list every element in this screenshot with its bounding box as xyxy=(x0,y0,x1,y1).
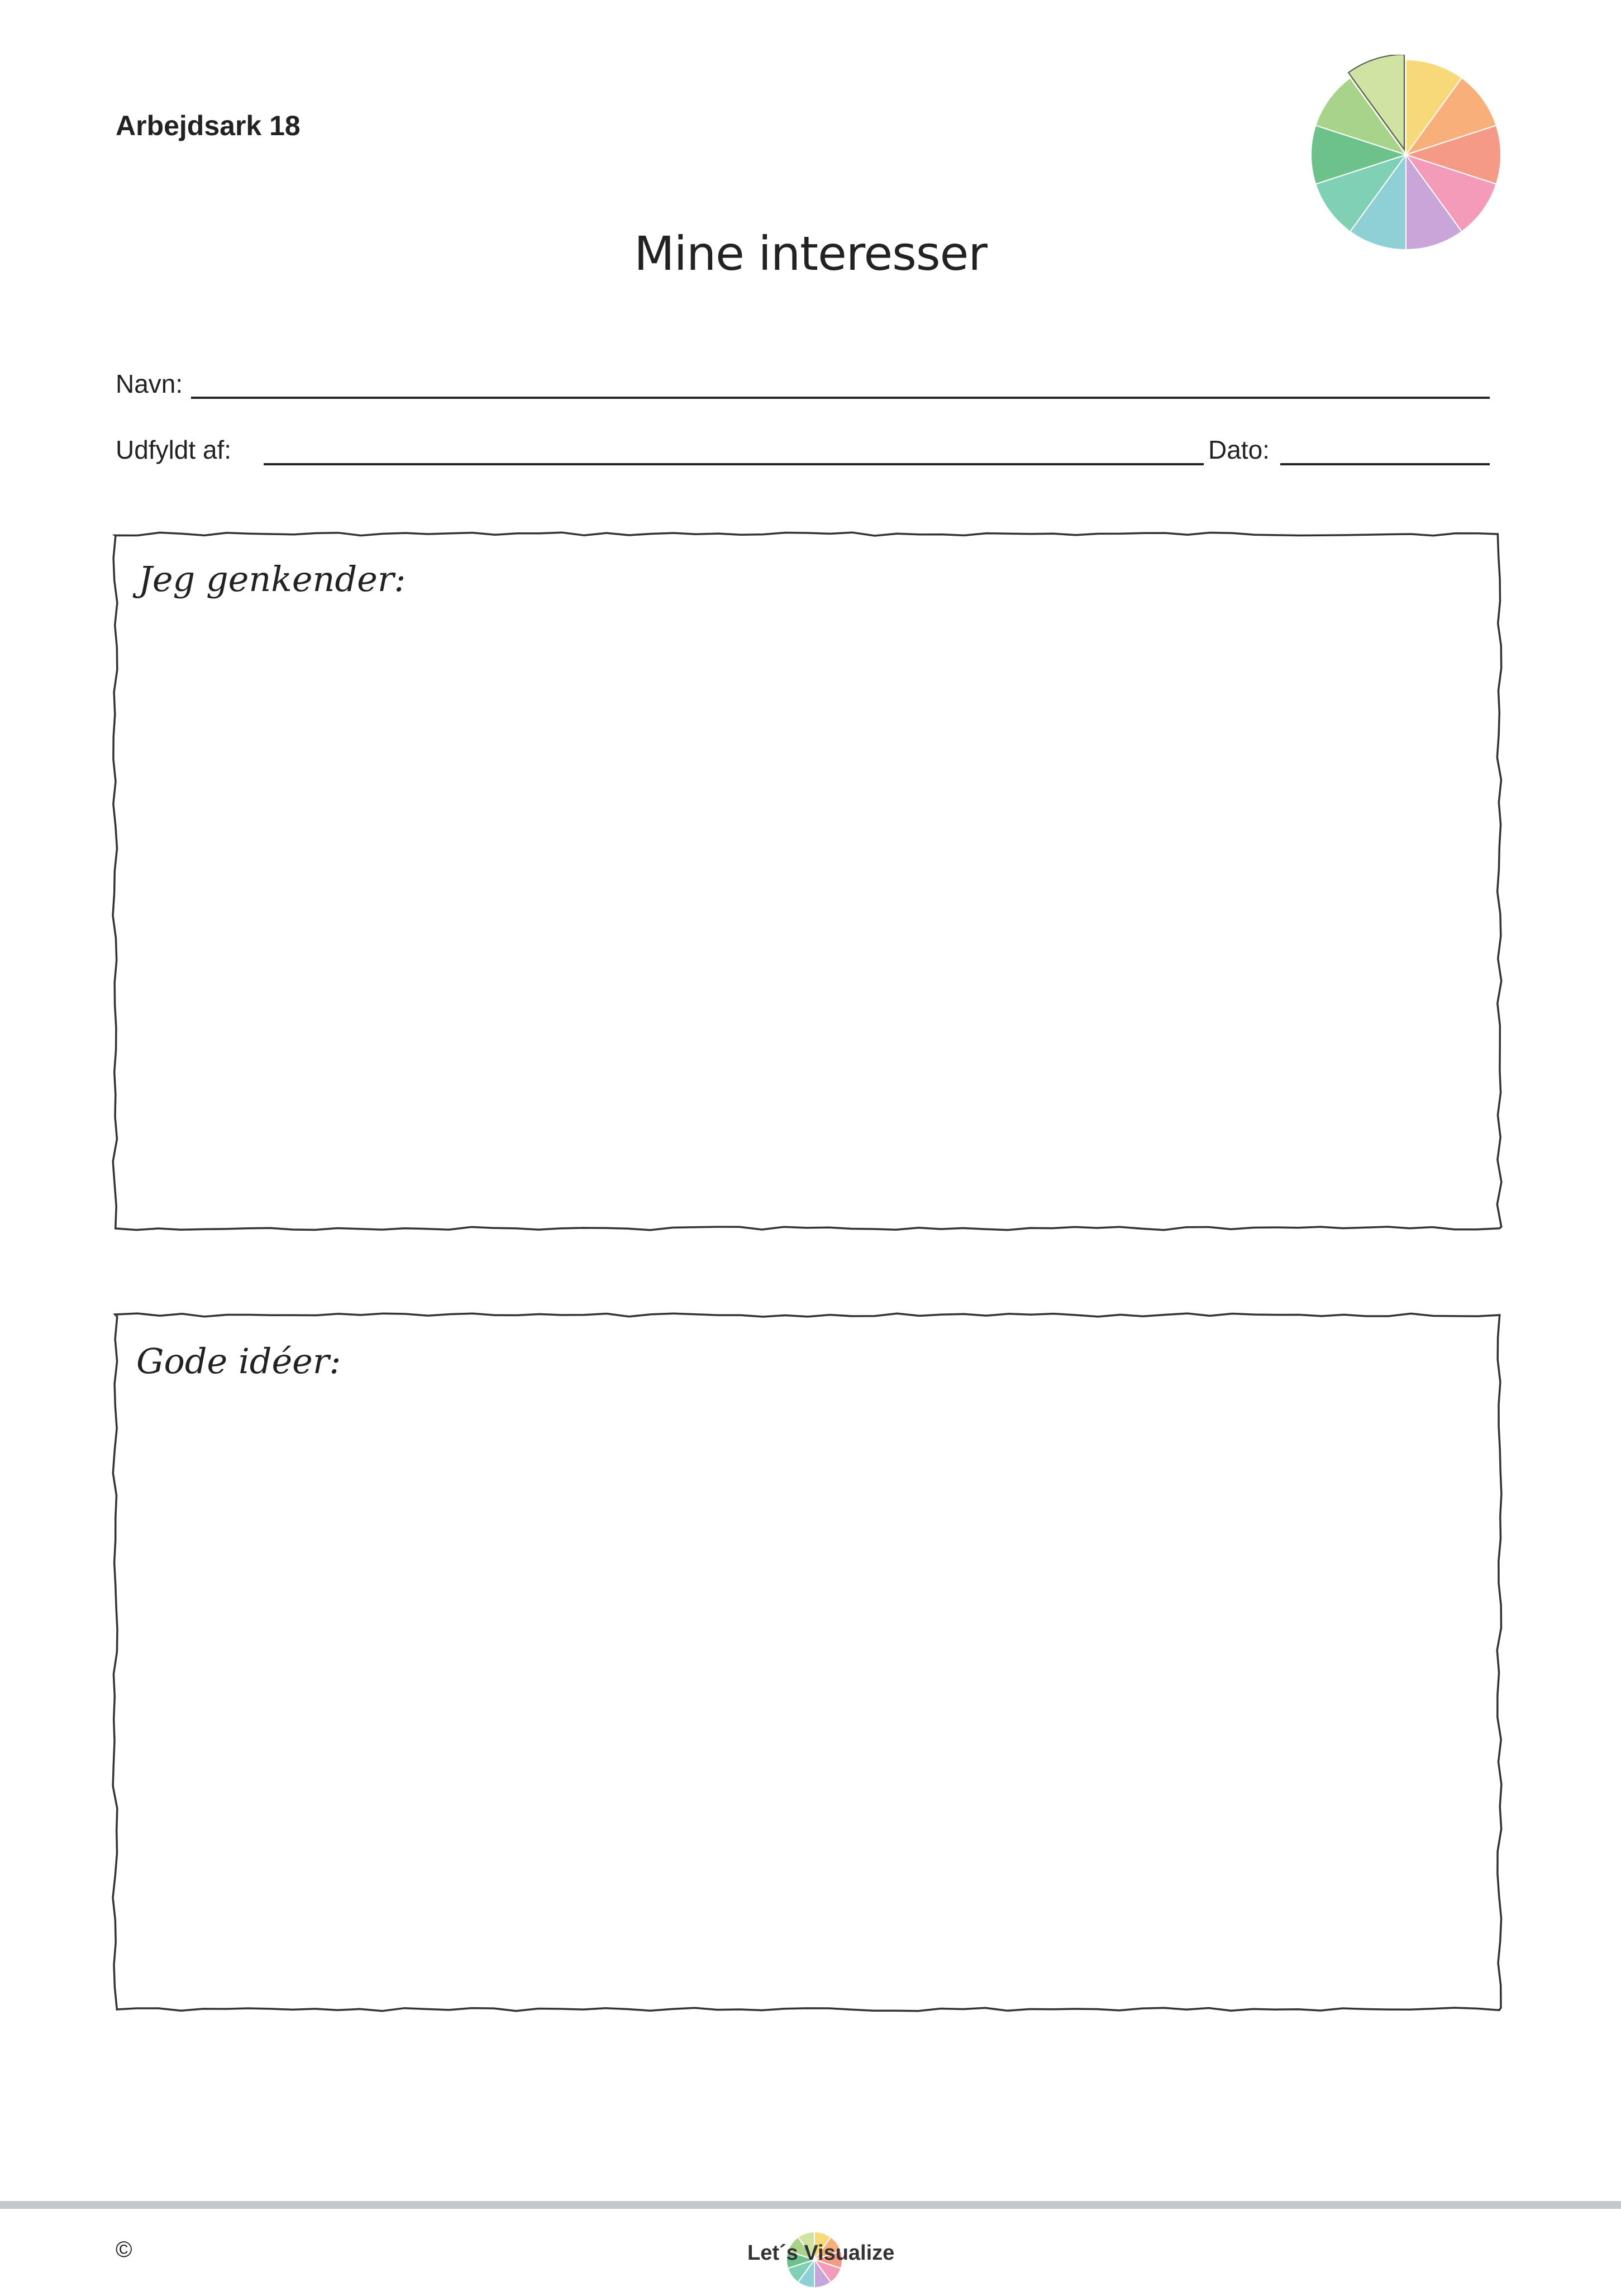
good-ideas-box-border xyxy=(112,1312,1503,2013)
good-ideas-box[interactable] xyxy=(112,1312,1503,2013)
copyright-symbol: © xyxy=(116,2237,132,2262)
interest-wheel-logo xyxy=(1306,55,1506,255)
name-label: Navn: xyxy=(116,369,183,398)
date-label: Dato: xyxy=(1208,435,1270,464)
date-line-field[interactable] xyxy=(1280,463,1490,465)
worksheet-number: Arbejdsark 18 xyxy=(116,110,301,141)
recognize-box-border xyxy=(112,531,1503,1232)
filled-by-line-field[interactable] xyxy=(264,463,1204,465)
footer-divider xyxy=(0,2201,1621,2209)
good-ideas-box-label: Gode idéer: xyxy=(136,1341,341,1382)
recognize-box-label: Jeg genkender: xyxy=(139,559,406,599)
name-line-field[interactable] xyxy=(191,397,1490,399)
brand-name: Let´s Visualize xyxy=(747,2241,895,2265)
wheel-graphic xyxy=(1306,55,1506,255)
filled-by-label: Udfyldt af: xyxy=(116,435,232,464)
recognize-box[interactable] xyxy=(112,531,1503,1232)
page-title: Mine interesser xyxy=(634,226,987,281)
